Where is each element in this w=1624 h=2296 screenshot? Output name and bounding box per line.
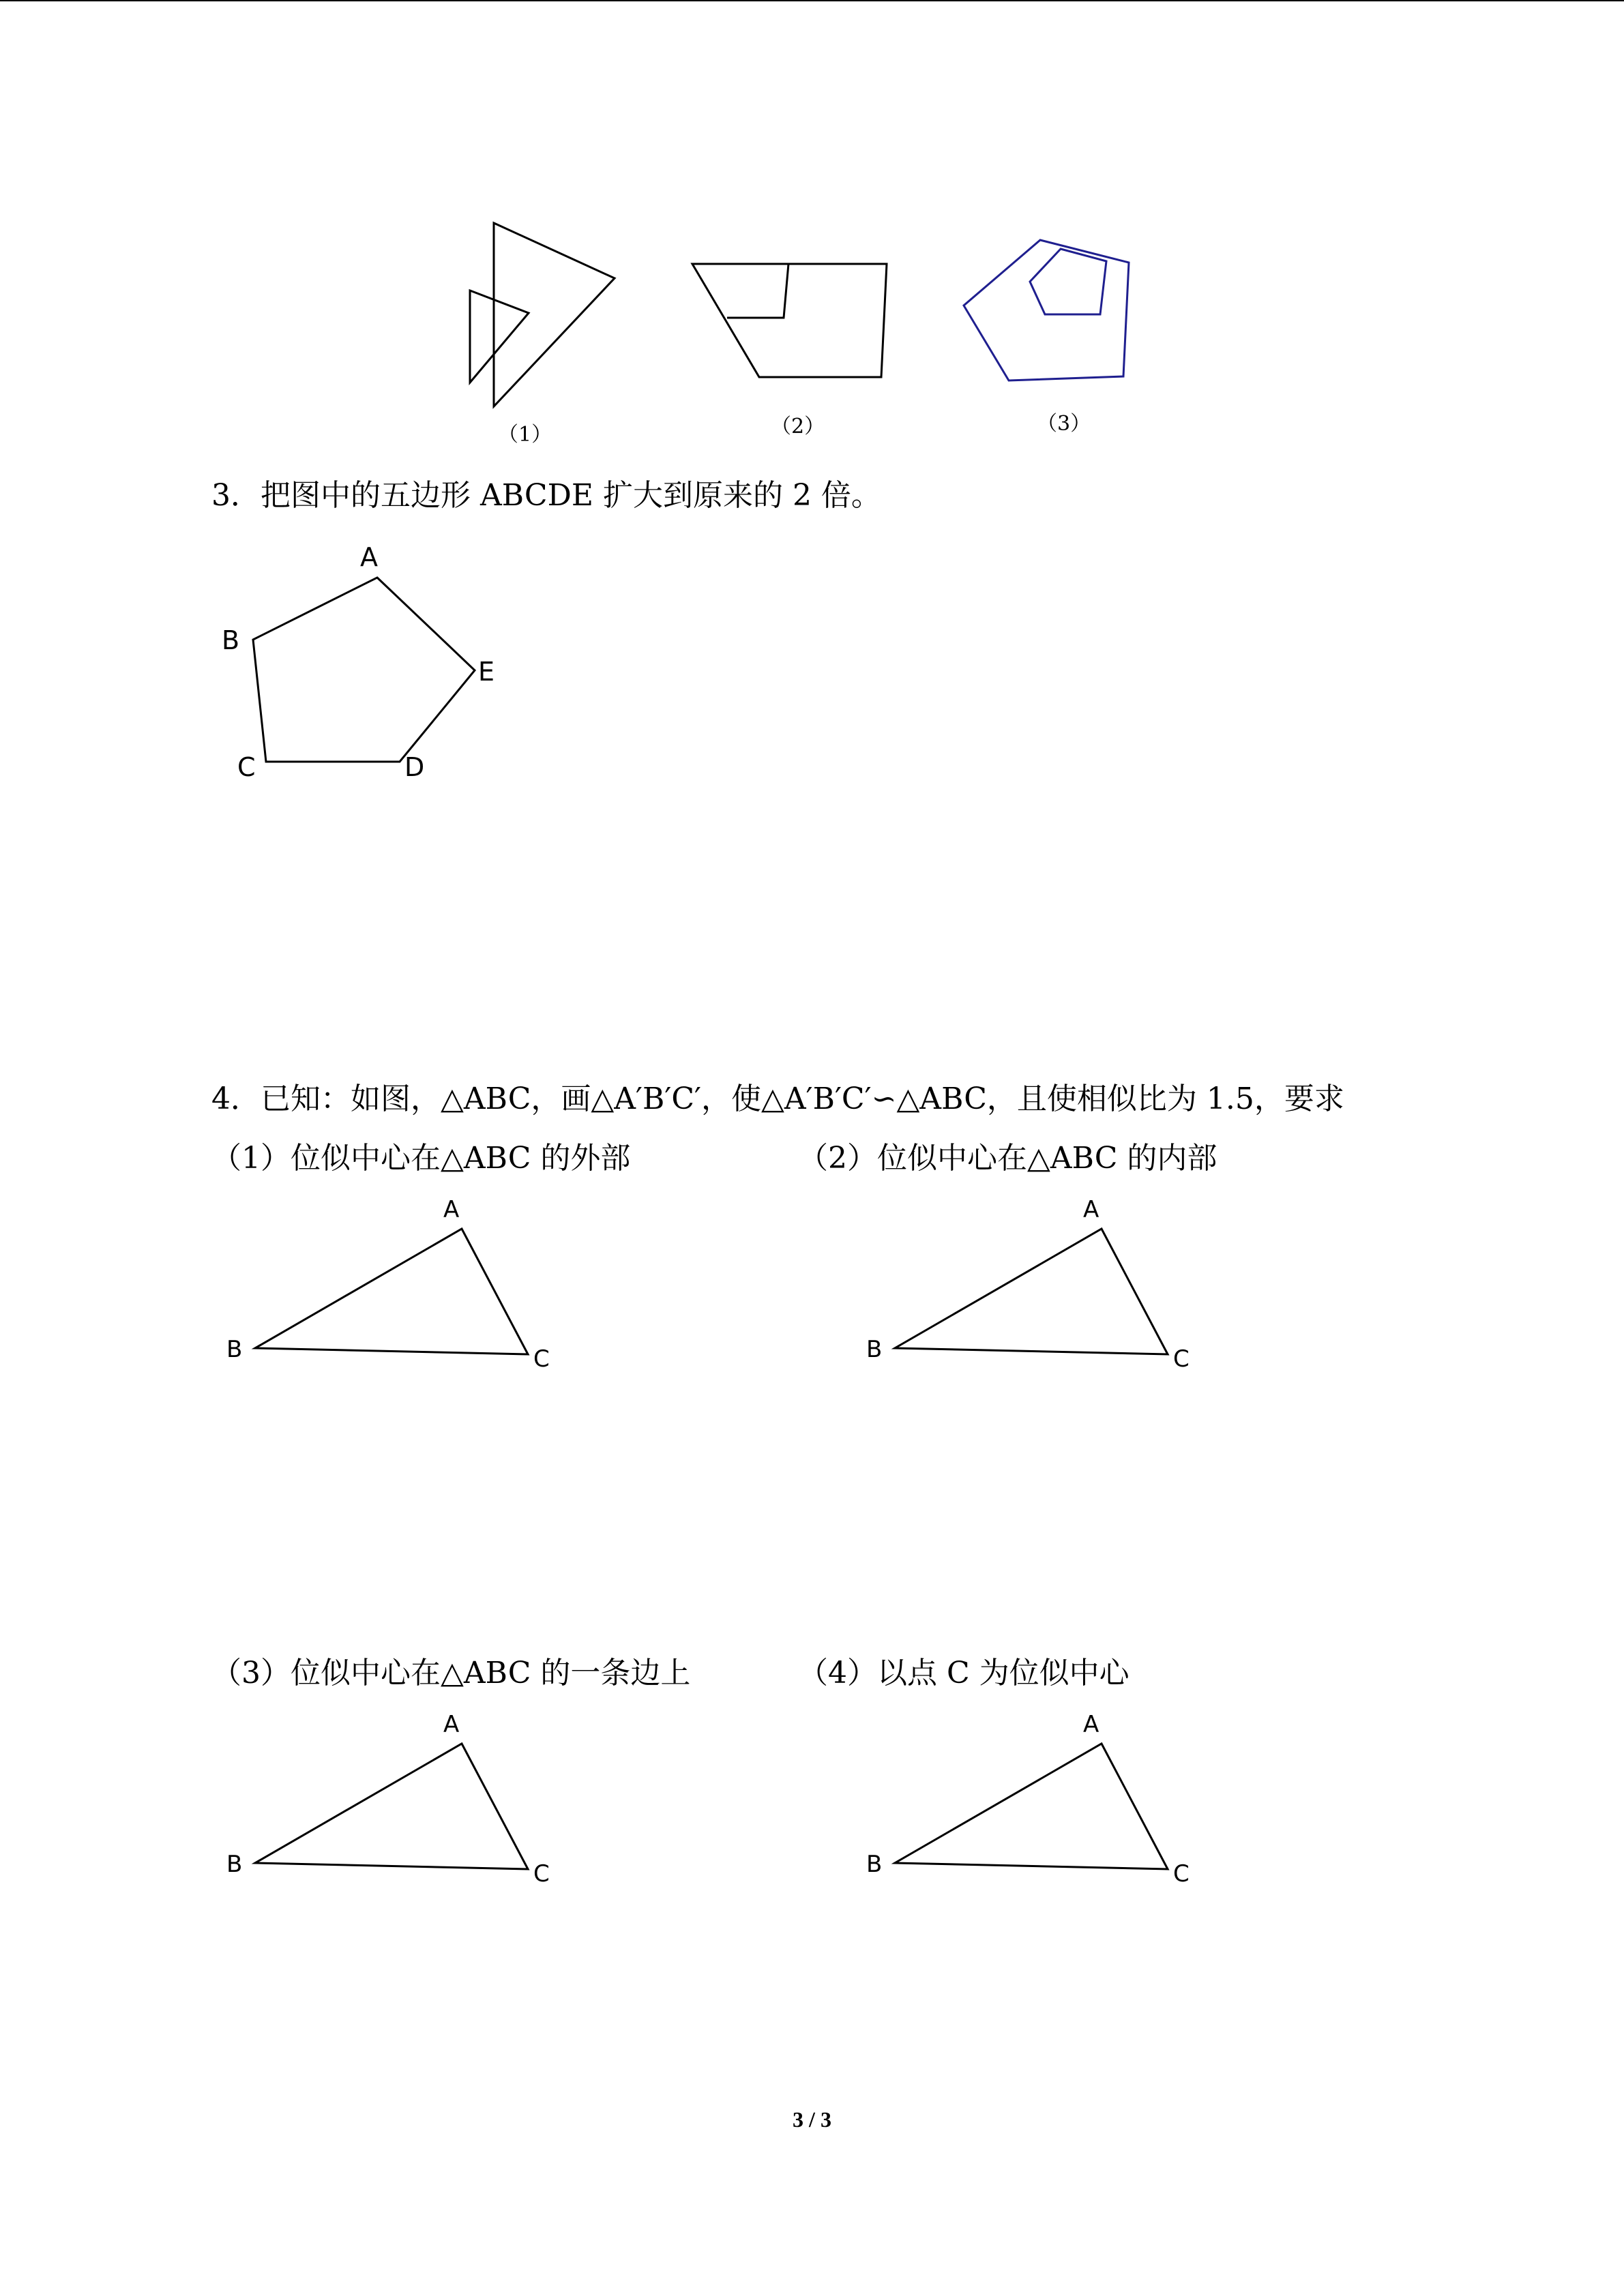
- small-triangle: [470, 290, 529, 383]
- vertex-label-b: B: [866, 1336, 883, 1363]
- vertex-label-b: B: [226, 1336, 243, 1363]
- page-number: 3 / 3: [793, 2107, 831, 2132]
- small-quadrilateral: [692, 264, 788, 318]
- question-4-part-4: （4）以点 C 为位似中心: [798, 1656, 1130, 1690]
- pentagon-abcde: [253, 578, 475, 762]
- figure-3-pentagons: [958, 235, 1142, 385]
- vertex-label-c: C: [533, 1860, 550, 1888]
- vertex-label-c: C: [1173, 1860, 1190, 1888]
- figure-2-caption: （2）: [771, 415, 825, 438]
- vertex-label-a: A: [443, 1711, 460, 1738]
- vertex-label-a: A: [1083, 1711, 1099, 1738]
- triangle-abc-figure-3: [218, 1708, 573, 1899]
- top-border: [0, 0, 1624, 1]
- question-3-text: 3．把图中的五边形 ABCDE 扩大到原来的 2 倍。: [211, 478, 881, 513]
- pentagon-abcde-figure: [211, 532, 518, 791]
- question-4-part-2: （2）位似中心在△ABC 的内部: [798, 1141, 1217, 1176]
- triangle-abc: [895, 1744, 1168, 1869]
- triangle-abc-figure-2: [858, 1193, 1213, 1384]
- vertex-label-c: C: [237, 752, 256, 782]
- figure-1-caption: （1）: [498, 423, 552, 447]
- question-4-text: 4．已知：如图，△ABC，画△A′B′C′，使△A′B′C′∽△ABC，且使相似比为 1.5，要求: [211, 1082, 1344, 1116]
- vertex-label-b: B: [226, 1851, 243, 1878]
- vertex-label-a: A: [443, 1196, 460, 1223]
- vertex-label-d: D: [404, 752, 425, 782]
- figure-3-caption: （3）: [1037, 412, 1091, 436]
- vertex-label-a: A: [1083, 1196, 1099, 1223]
- triangle-abc: [255, 1229, 528, 1354]
- vertex-label-a: A: [360, 542, 378, 572]
- vertex-label-e: E: [478, 657, 495, 687]
- vertex-label-c: C: [533, 1345, 550, 1373]
- triangle-abc-figure-4: [858, 1708, 1213, 1899]
- figure-2-quadrilaterals: [689, 259, 894, 382]
- large-quadrilateral: [692, 264, 887, 377]
- vertex-label-b: B: [866, 1851, 883, 1878]
- small-pentagon: [1030, 249, 1106, 314]
- question-4-part-1: （1）位似中心在△ABC 的外部: [211, 1141, 631, 1176]
- large-triangle: [494, 223, 615, 406]
- vertex-label-c: C: [1173, 1345, 1190, 1373]
- figure-1-triangles: [464, 218, 628, 416]
- triangle-abc: [255, 1744, 528, 1869]
- triangle-abc-figure-1: [218, 1193, 573, 1384]
- vertex-label-b: B: [222, 625, 240, 655]
- question-4-part-3: （3）位似中心在△ABC 的一条边上: [211, 1656, 691, 1690]
- triangle-abc: [895, 1229, 1168, 1354]
